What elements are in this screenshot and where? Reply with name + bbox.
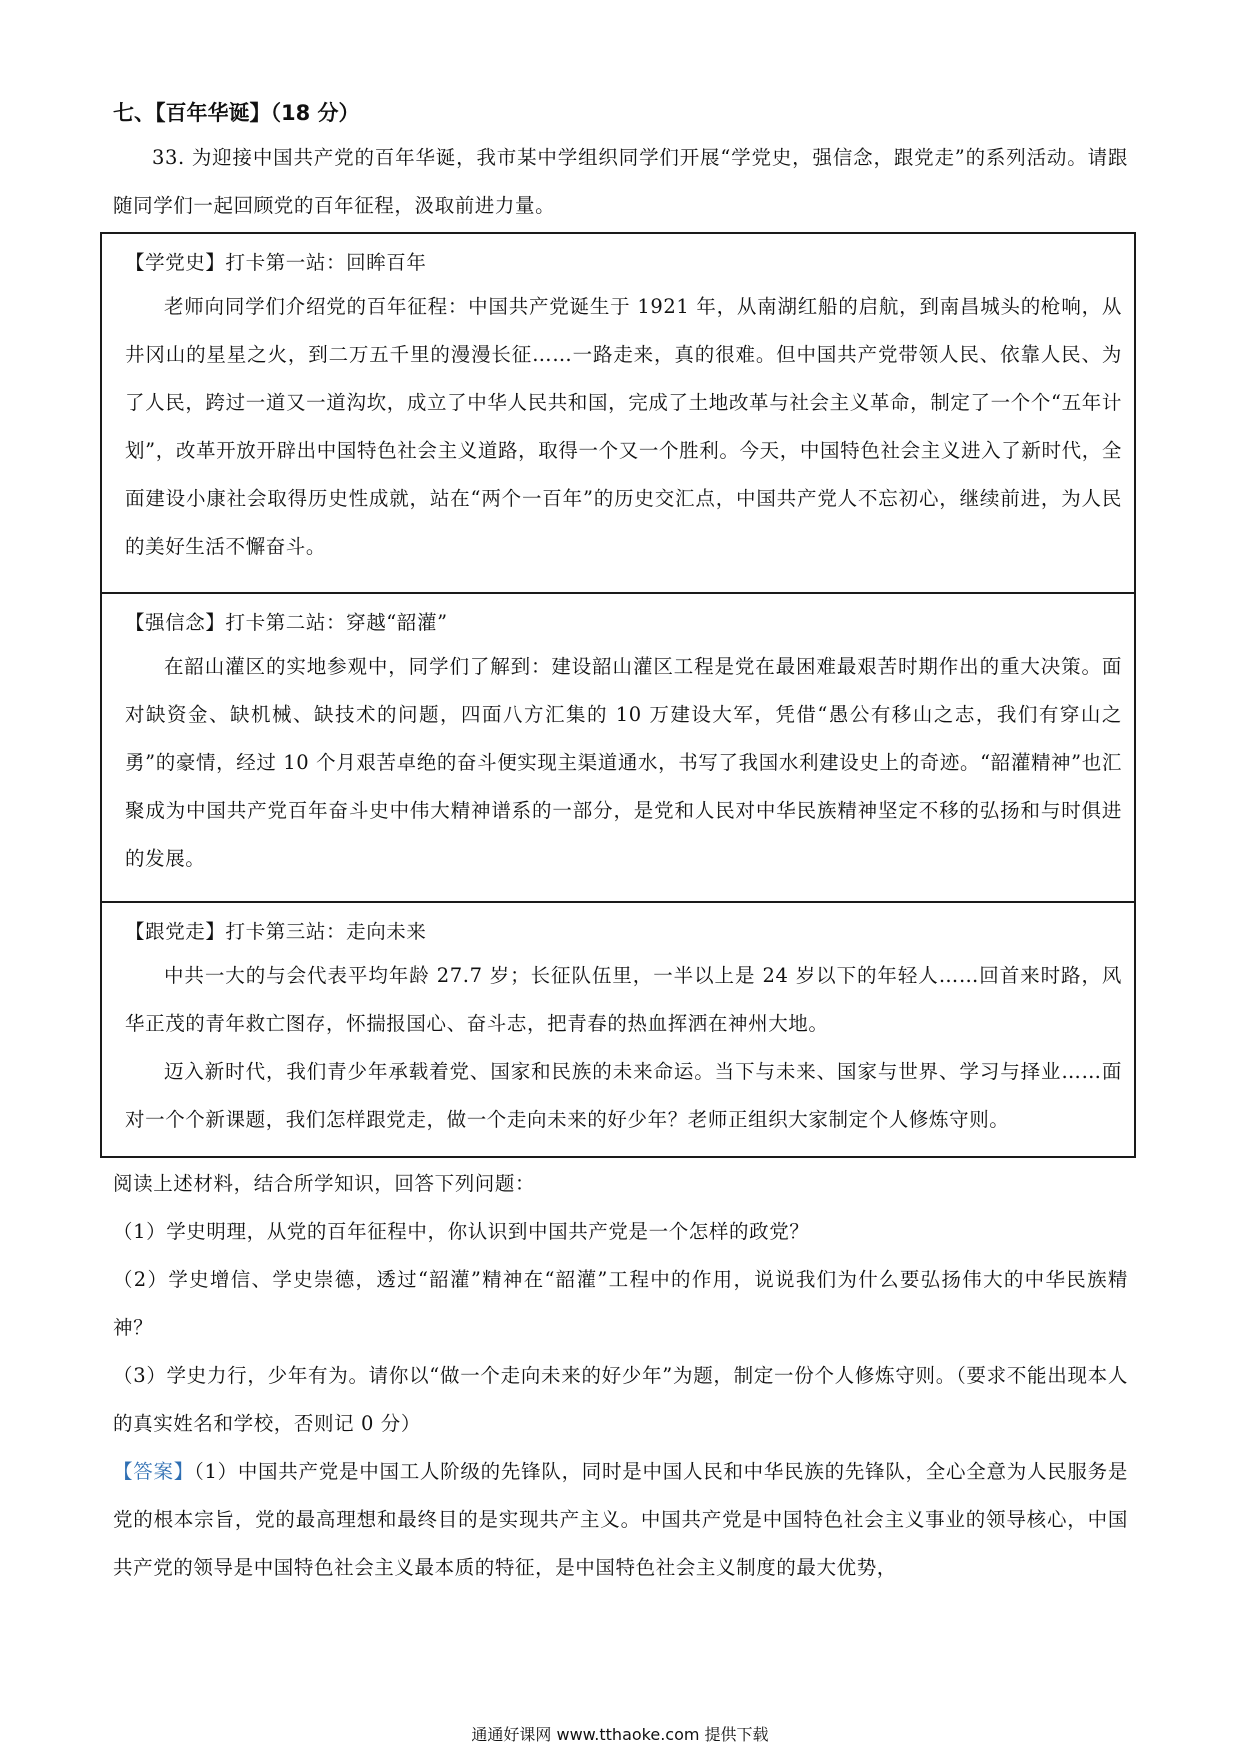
station-3-body-2: 迈入新时代，我们青少年承载着党、国家和民族的未来命运。当下与未来、国家与世界、学习与择业……面对一个个新课题，我们怎样跟党走，做一个走向未来的好少年？老师正组织大家制定个人修炼守则。	[125, 1060, 1122, 1131]
answer-paragraph	[113, 1448, 1128, 1592]
questions-section	[113, 1160, 1128, 1592]
material-station-3	[102, 901, 1134, 1158]
question-3: （3）学史力行，少年有为。请你以“做一个走向未来的好少年”为题，制定一份个人修炼守则。（要求不能出现本人的真实姓名和学校，否则记 0 分）	[113, 1364, 1128, 1435]
station-3-body-1: 中共一大的与会代表平均年龄 27.7 岁；长征队伍里，一半以上是 24 岁以下的年轻人……回首来时路，风华正茂的青年救亡图存，怀揣报国心、奋斗志，把青春的热血挥洒在神州大地。	[125, 964, 1122, 1035]
material-station-2	[102, 592, 1134, 901]
page-footer: 通通好课网 www.tthaoke.com 提供下载	[471, 1725, 769, 1744]
question-2: （2）学史增信、学史崇德，透过“韶灌”精神在“韶灌”工程中的作用，说说我们为什么要弘扬伟大的中华民族精神？	[113, 1268, 1128, 1339]
station-2-heading: 【强信念】打卡第二站：穿越“韶灌”	[125, 611, 448, 634]
answer-text: （1）中国共产党是中国工人阶级的先锋队，同时是中国人民和中华民族的先锋队，全心全意为人民服务是党的根本宗旨，党的最高理想和最终目的是实现共产主义。中国共产党是中国特色社会主义事业的领导核心，中国共产党的领导是中国特色社会主义最本质的特征，是中国特色社会主义制度的最大优势，	[113, 1460, 1129, 1579]
questions-lead: 阅读上述材料，结合所学知识，回答下列问题：	[113, 1172, 536, 1195]
station-1-heading: 【学党史】打卡第一站：回眸百年	[125, 251, 427, 274]
material-box	[100, 232, 1136, 1158]
material-station-1	[102, 234, 1134, 592]
question-1: （1）学史明理，从党的百年征程中，你认识到中国共产党是一个怎样的政党？	[113, 1220, 810, 1243]
question-intro: 33. 为迎接中国共产党的百年华诞，我市某中学组织同学们开展“学党史，强信念，跟党走”的系列活动。请跟随同学们一起回顾党的百年征程，汲取前进力量。	[113, 146, 1128, 217]
station-1-body: 老师向同学们介绍党的百年征程：中国共产党诞生于 1921 年，从南湖红船的启航，到南昌城头的枪响，从井冈山的星星之火，到二万五千里的漫漫长征……一路走来，真的很难。但中国共产党带领人民、依靠人民、为了人民，跨过一道又一道沟坎，成立了中华人民共和国，完成了土地改革与社会主义革命，制定了一个个“五年计划”，改革开放开辟出中国特色社会主义道路，取得一个又一个胜利。今天，中国特色社会主义进入了新时代，全面建设小康社会取得历史性成就，站在“两个一百年”的历史交汇点，中国共产党人不忘初心，继续前进，为人民的美好生活不懈奋斗。	[125, 295, 1122, 558]
answer-label: 【答案】	[113, 1460, 194, 1483]
station-3-heading: 【跟党走】打卡第三站：走向未来	[125, 920, 427, 943]
section-title: 七、【百年华诞】（18 分）	[113, 101, 360, 125]
station-2-body: 在韶山灌区的实地参观中，同学们了解到：建设韶山灌区工程是党在最困难最艰苦时期作出的重大决策。面对缺资金、缺机械、缺技术的问题，四面八方汇集的 10 万建设大军，凭借“愚公有移山之志，我们有穿山之勇”的豪情，经过 10 个月艰苦卓绝的奋斗便实现主渠道通水，书写了我国水利建设史上的奇迹。“韶灌精神”也汇聚成为中国共产党百年奋斗史中伟大精神谱系的一部分，是党和人民对中华民族精神坚定不移的弘扬和与时俱进的发展。	[125, 655, 1122, 870]
